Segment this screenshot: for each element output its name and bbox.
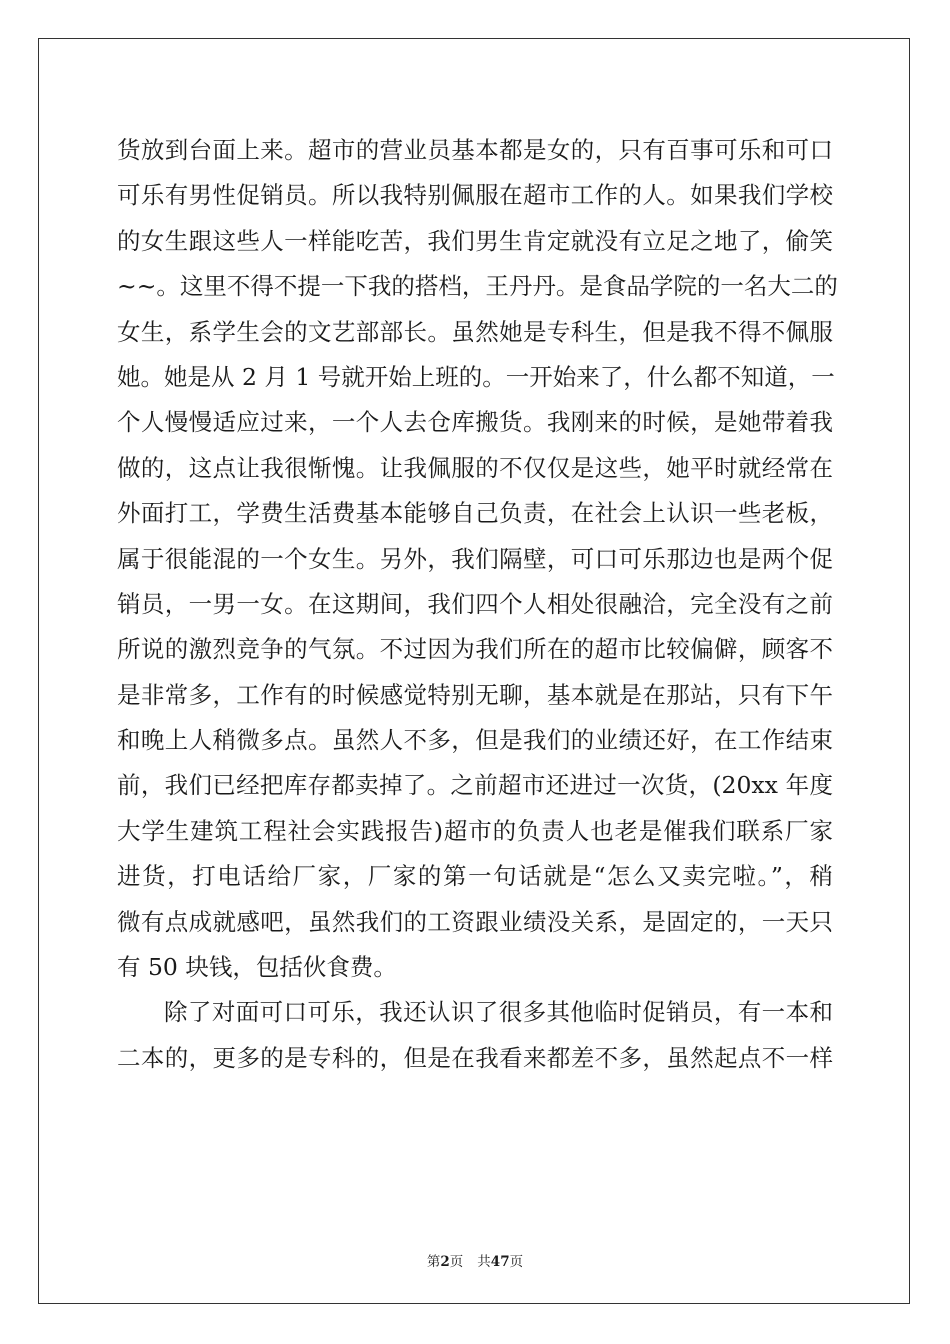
paragraph-line: 和晚上人稍微多点。虽然人不多，但是我们的业绩还好，在工作结束 [117, 726, 833, 755]
paragraph-line: 女生，系学生会的文艺部部长。虽然她是专科生，但是我不得不佩服 [117, 317, 833, 346]
paragraph-line: 个人慢慢适应过来，一个人去仓库搬货。我刚来的时候，是她带着我 [117, 408, 833, 437]
paragraph-line: 的女生跟这些人一样能吃苦，我们男生肯定就没有立足之地了，偷笑 [117, 226, 833, 255]
paragraph-line: 她。她是从 2 月 1 号就开始上班的。一开始来了，什么都不知道，一 [117, 362, 835, 391]
paragraph-line: 微有点成就感吧，虽然我们的工资跟业绩没关系，是固定的，一天只 [117, 907, 833, 936]
footer-total-suffix: 页 [509, 1254, 524, 1270]
paragraph-line: 所说的激烈竞争的气氛。不过因为我们所在的超市比较偏僻，顾客不 [117, 635, 833, 664]
paragraph-line: 销员，一男一女。在这期间，我们四个人相处很融洽，完全没有之前 [117, 589, 833, 618]
footer-total-number: 47 [490, 1254, 510, 1270]
paragraph-line: ~~。这里不得不提一下我的搭档，王丹丹。是食品学院的一名大二的 [117, 272, 838, 301]
paragraph-line: 外面打工，学费生活费基本能够自己负责，在社会上认识一些老板， [117, 499, 833, 528]
paragraph-line: 可乐有男性促销员。所以我特别佩服在超市工作的人。如果我们学校 [117, 181, 833, 210]
paragraph-line: 进货，打电话给厂家，厂家的第一句话就是“怎么又卖完啦。”，稍 [117, 862, 833, 891]
paragraph-line: 有 50 块钱，包括伙食费。 [117, 953, 397, 982]
paragraph-line: 是非常多，工作有的时候感觉特别无聊，基本就是在那站，只有下午 [117, 680, 833, 709]
page-footer [0, 1250, 950, 1270]
paragraph-line: 除了对面可口可乐，我还认识了很多其他临时促销员，有一本和 [164, 998, 833, 1027]
footer-page-number: 2 [440, 1254, 450, 1270]
paragraph-line: 做的，这点让我很惭愧。让我佩服的不仅仅是这些，她平时就经常在 [117, 453, 833, 482]
footer-page-suffix: 页 [449, 1254, 464, 1270]
paragraph-line: 属于很能混的一个女生。另外，我们隔壁，可口可乐那边也是两个促 [117, 544, 833, 573]
paragraph-line: 二本的，更多的是专科的，但是在我看来都差不多，虽然起点不一样 [117, 1043, 833, 1072]
footer-page-prefix: 第 [426, 1254, 441, 1270]
paragraph-line: 前，我们已经把库存都卖掉了。之前超市还进过一次货，(20xx 年度 [117, 771, 833, 800]
document-body [117, 128, 838, 1081]
paragraph-line: 货放到台面上来。超市的营业员基本都是女的，只有百事可乐和可口 [117, 136, 833, 164]
paragraph-line: 大学生建筑工程社会实践报告)超市的负责人也老是催我们联系厂家 [117, 816, 833, 845]
footer-total-prefix: 共 [477, 1254, 491, 1270]
